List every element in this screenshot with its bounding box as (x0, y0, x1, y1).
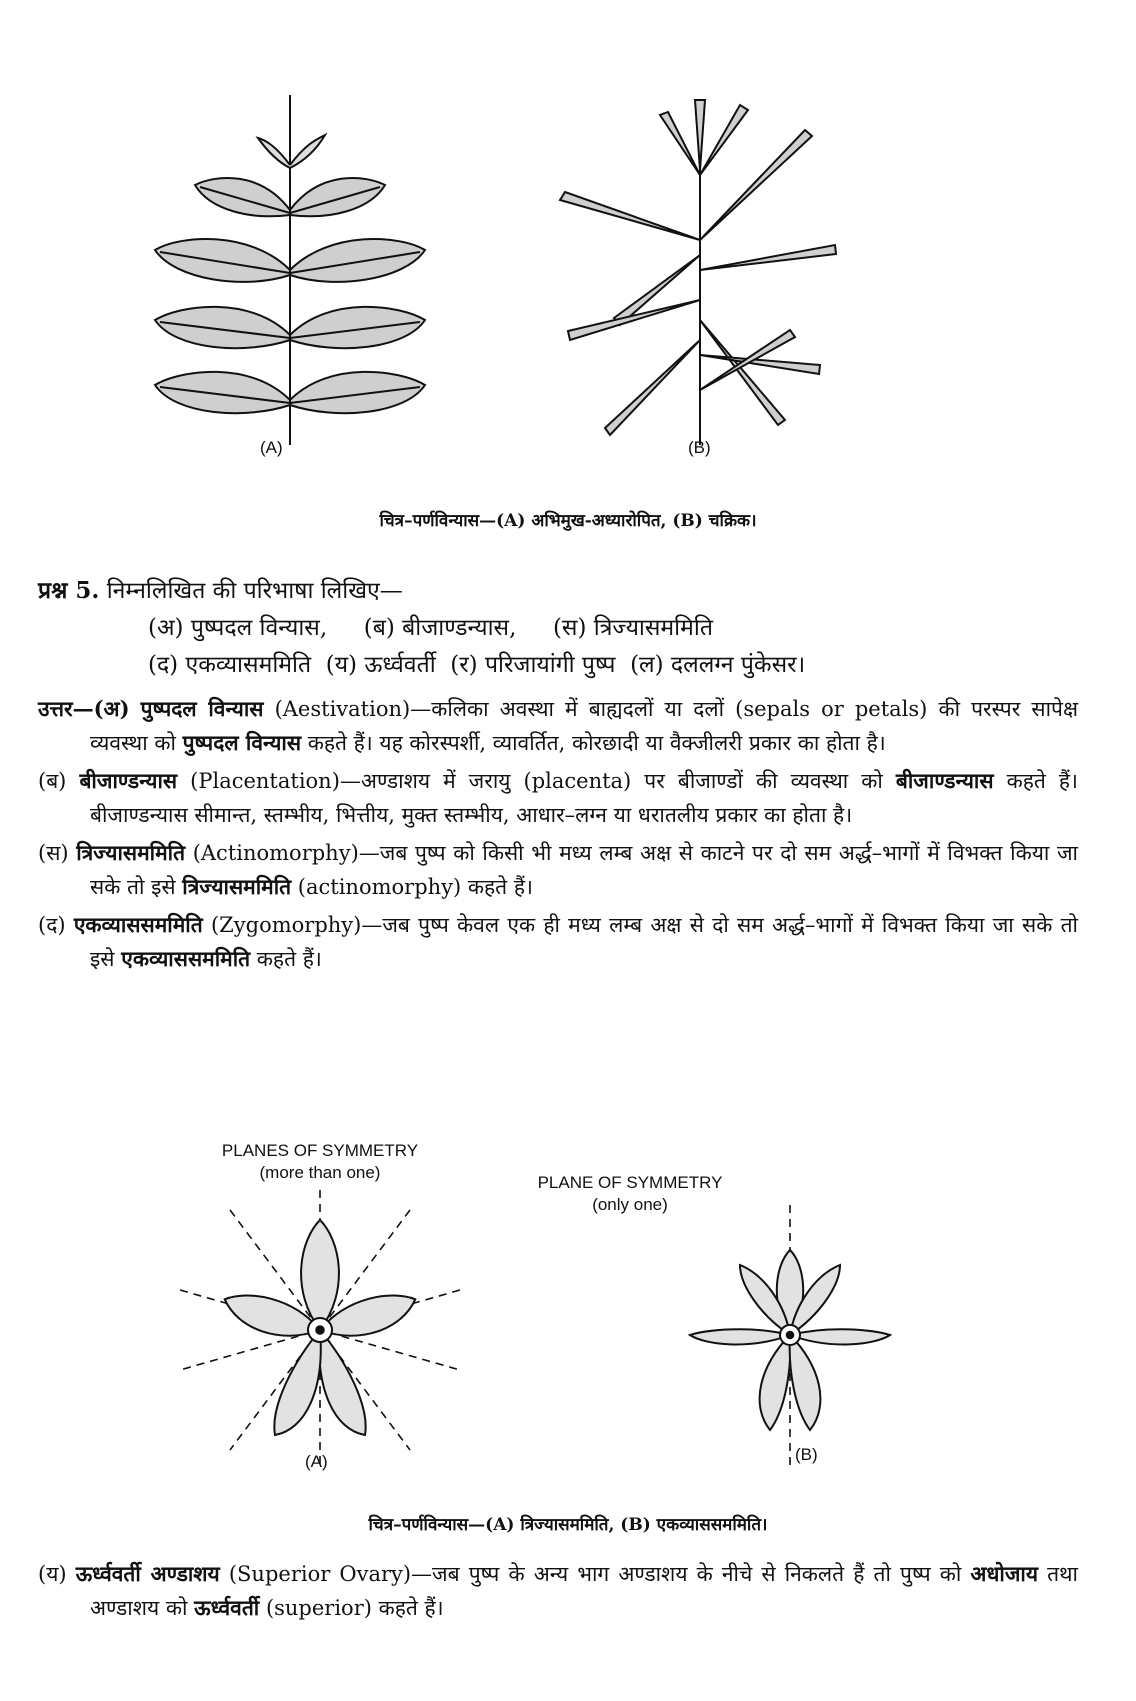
figure2-caption: चित्र–पर्णविन्यास—(A) त्रिज्यासममिति, (B) एकव्याससममिति। (368, 1515, 768, 1535)
question-heading (38, 572, 1078, 610)
question-line1: (अ) पुष्पदल विन्यास, (ब) बीजाण्डन्यास, (स) त्रिज्यासममिति (148, 615, 713, 641)
answer-a-text1: (Aestivation)—कलिका अवस्था में बाह्यदलों या दलों (sepals or petals) की परस्पर सापेक्ष व्यवस्था को (90, 697, 1078, 755)
answer-e-lead: (य) (38, 1562, 67, 1586)
planes-sub-b: (only one) (592, 1195, 668, 1214)
answer-a-term2: पुष्पदल विन्यास (182, 730, 302, 755)
answer-c-term2: त्रिज्यासममिति (182, 874, 292, 899)
planes-sub-a: (more than one) (259, 1163, 381, 1182)
question-block (38, 572, 1078, 684)
answer-d (38, 908, 1078, 976)
answer-e-text3: (superior) कहते हैं। (265, 1596, 444, 1620)
answer-e-term: ऊर्ध्ववर्ती अण्डाशय (75, 1561, 220, 1586)
answers-block (38, 692, 1078, 976)
figure1-label-a: (A) (260, 438, 283, 457)
answer-b-term: बीजाण्डन्यास (79, 768, 178, 793)
answer-e-term3: ऊर्ध्ववर्ती (194, 1595, 260, 1620)
answer-c-lead: (स) (38, 841, 69, 865)
opposite-superposed-leaves-illustration (140, 90, 440, 450)
answer-e-block (38, 1557, 1078, 1625)
figure-symmetry (170, 1140, 970, 1485)
answer-a-lead: उत्तर—(अ) (38, 696, 130, 721)
answer-d-lead: (द) (38, 913, 66, 937)
figure1-caption: चित्र–पर्णविन्यास—(A) अभिमुख-अध्यारोपित, (B) चक्रिक। (379, 511, 757, 531)
whorled-leaves-illustration (550, 90, 850, 450)
answer-e-text1: (Superior Ovary)—जब पुष्प के अन्य भाग अण्डाशय के नीचे से निकलते हैं तो पुष्प को (228, 1562, 962, 1586)
answer-a (38, 692, 1078, 760)
answer-a-term: पुष्पदल विन्यास (140, 696, 264, 721)
answer-b-lead: (ब) (38, 769, 67, 793)
answer-d-term: एकव्याससममिति (73, 912, 203, 937)
question-prompt: निम्नलिखित की परिभाषा लिखिए— (106, 578, 403, 604)
answer-c-text1: (Actinomorphy)—जब पुष्प को किसी भी मध्य लम्ब अक्ष से काटने पर दो सम अर्द्ध–भागों में विभक्त किया जा सके तो इसे (90, 841, 1078, 899)
answer-b (38, 764, 1078, 832)
figure1-label-b: (B) (688, 438, 711, 457)
figure2-label-a: (A) (305, 1452, 328, 1471)
answer-b-term2: बीजाण्डन्यास (895, 768, 994, 793)
figure-phyllotaxy (140, 90, 840, 490)
answer-c (38, 836, 1078, 904)
question-number: प्रश्न 5. (38, 577, 100, 604)
planes-title-b: PLANE OF SYMMETRY (537, 1173, 723, 1192)
planes-of-symmetry-label-a (170, 1140, 470, 1184)
answer-d-text1: (Zygomorphy)—जब पुष्प केवल एक ही मध्य लम्ब अक्ष से दो सम अर्द्ध–भागों में विभक्त किया जा सके तो इसे (90, 913, 1078, 971)
answer-e-term2: अधोजाय (970, 1561, 1039, 1586)
answer-c-term: त्रिज्यासममिति (76, 840, 186, 865)
answer-a-text2: कहते हैं। यह कोरस्पर्शी, व्यावर्तित, कोरछादी या वैक्जीलरी प्रकार का होता है। (307, 731, 886, 755)
zygomorphic-flower-illustration (670, 1205, 910, 1465)
answer-d-text2: कहते हैं। (256, 947, 322, 971)
answer-e (38, 1557, 1078, 1625)
figure2-label-b: (B) (795, 1445, 818, 1464)
answer-d-term2: एकव्याससममिति (121, 946, 251, 971)
actinomorphic-flower-illustration (170, 1190, 470, 1470)
answer-c-text2: (actinomorphy) कहते हैं। (297, 875, 533, 899)
answer-b-text1: (Placentation)—अण्डाशय में जरायु (placenta) पर बीजाण्डों की व्यवस्था को (190, 769, 883, 793)
answer-b-text2: कहते हैं। बीजाण्डन्यास सीमान्त, स्तम्भीय, भित्तीय, मुक्त स्तम्भीय, आधार–लग्न या धरातलीय प्रकार का होता है। (90, 769, 1078, 827)
planes-title-a: PLANES OF SYMMETRY (221, 1141, 419, 1160)
answer-e-text2: तथा अण्डाशय को (90, 1562, 1078, 1620)
question-line2: (द) एकव्यासममिति (य) ऊर्ध्ववर्ती (र) परिजायांगी पुष्प (ल) दललग्न पुंकेसर। (148, 652, 806, 678)
